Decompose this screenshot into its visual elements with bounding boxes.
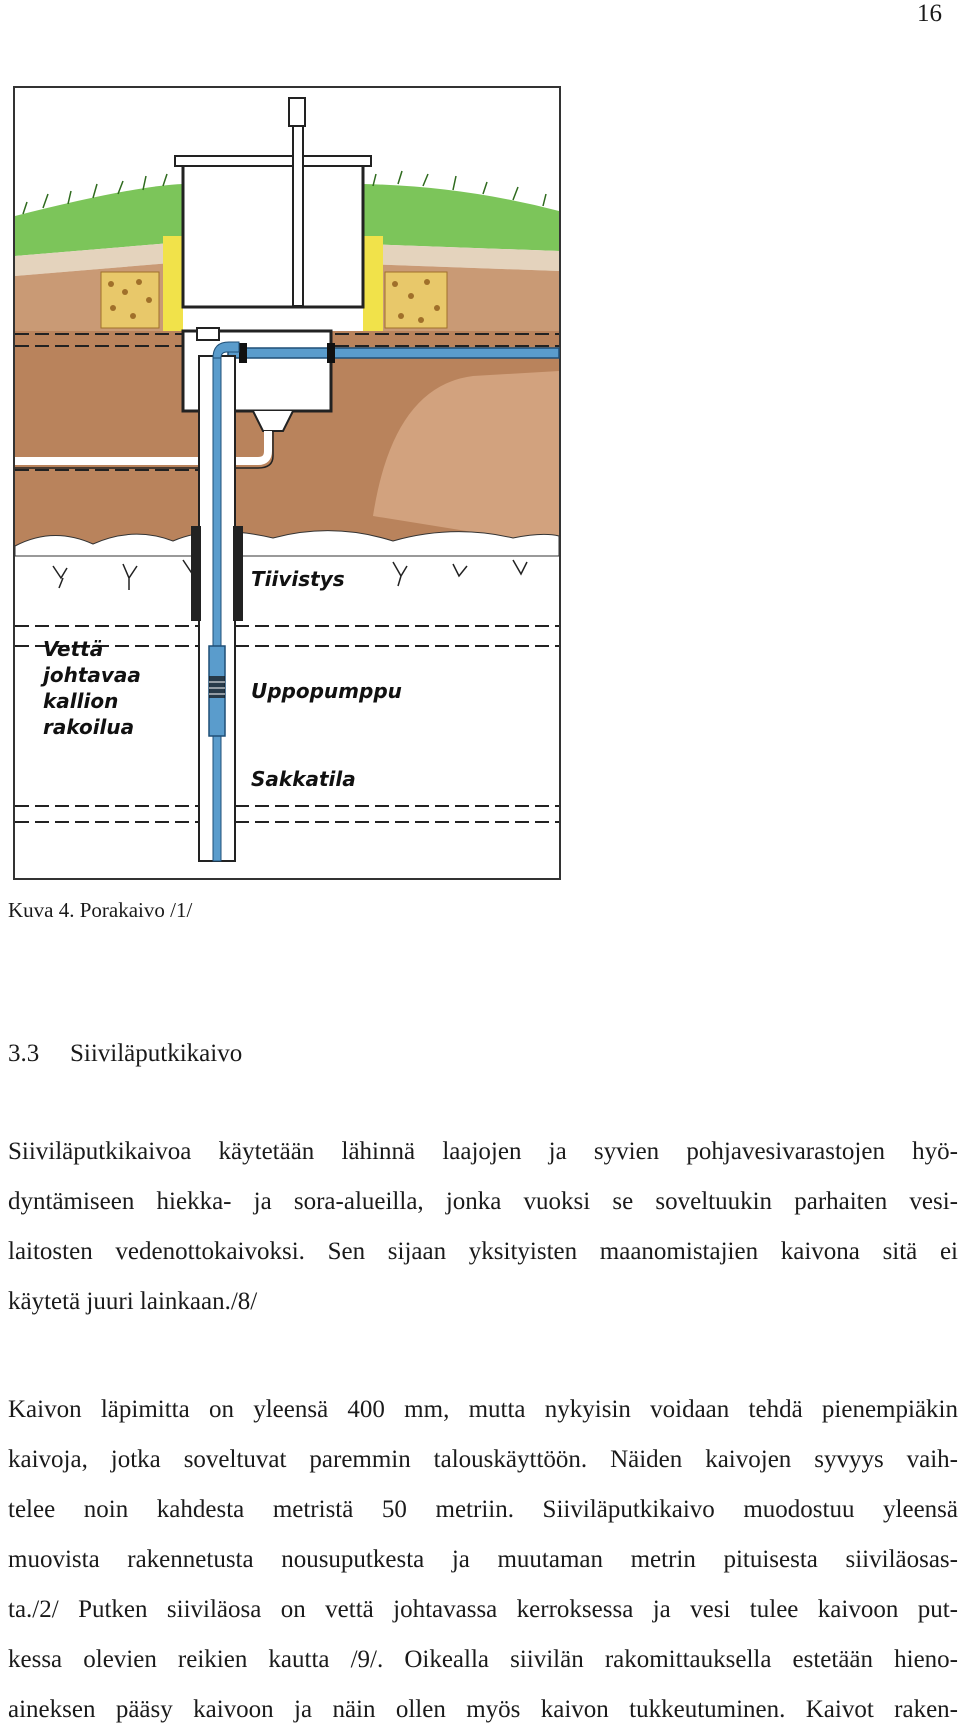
figure-caption: Kuva 4. Porakaivo /1/ bbox=[8, 898, 193, 922]
label-vetta-4: rakoilua bbox=[43, 715, 135, 739]
label-vetta-3: kallion bbox=[43, 689, 119, 713]
paragraph-1 bbox=[8, 1127, 958, 1327]
label-vetta-1: Vettä bbox=[43, 637, 104, 661]
paragraph-line: laitosten vedenottokaivoksi. Sen sijaan yksityisten maanomistajien kaivona sitä ei bbox=[8, 1238, 958, 1265]
well-house bbox=[183, 162, 363, 307]
paragraph-line: ta./2/ Putken siiviläosa on vettä johtavassa kerroksessa ja vesi tulee kaivoon put- bbox=[8, 1596, 958, 1623]
paragraph-line: Siiviläputkikaivoa käytetään lähinnä laajojen ja syvien pohjavesivarastojen hyö- bbox=[8, 1138, 958, 1165]
paragraph-line: kaivoja, jotka soveltuvat paremmin talouskäyttöön. Näiden kaivojen syvyys vaih- bbox=[8, 1446, 958, 1473]
label-sakkatila: Sakkatila bbox=[251, 767, 356, 791]
riser-pipe bbox=[213, 356, 221, 861]
seal-left bbox=[191, 526, 201, 621]
well-diagram bbox=[13, 86, 561, 880]
seal-right bbox=[233, 526, 243, 621]
vent-cap bbox=[289, 98, 305, 126]
label-tiivistys: Tiivistys bbox=[251, 567, 345, 591]
label-uppopumppu: Uppopumppu bbox=[251, 679, 402, 703]
paragraph-line: käytetä juuri lainkaan./8/ bbox=[8, 1288, 258, 1315]
section-title: Siiviläputkikaivo bbox=[70, 1040, 243, 1067]
section-number: 3.3 bbox=[8, 1040, 40, 1067]
paragraph-line: dyntämiseen hiekka- ja sora-alueilla, jonka vuoksi se soveltuukin parhaiten vesi- bbox=[8, 1188, 958, 1215]
paragraph-line: kessa olevien reikien kautta /9/. Oikealla siivilän rakomittauksella estetään hieno- bbox=[8, 1646, 958, 1673]
gravel-right bbox=[385, 272, 447, 328]
paragraph-line: muovista rakennetusta nousuputkesta ja muutaman metrin pituisesta siiviläosas- bbox=[8, 1546, 958, 1573]
paragraph-line: aineksen pääsy kaivoon ja näin ollen myös kaivon tukkeutuminen. Kaivot raken- bbox=[8, 1696, 958, 1723]
section-heading bbox=[8, 1040, 242, 1068]
label-vetta-2: johtavaa bbox=[43, 663, 141, 687]
paragraph-2 bbox=[8, 1385, 958, 1735]
paragraph-line: Kaivon läpimitta on yleensä 400 mm, mutta nykyisin voidaan tehdä pienempiäkin bbox=[8, 1396, 958, 1423]
page-number: 16 bbox=[917, 0, 942, 27]
water-pipe bbox=[228, 348, 559, 358]
paragraph-line: telee noin kahdesta metristä 50 metriin. Siiviläputkikaivo muodostuu yleensä bbox=[8, 1496, 958, 1523]
